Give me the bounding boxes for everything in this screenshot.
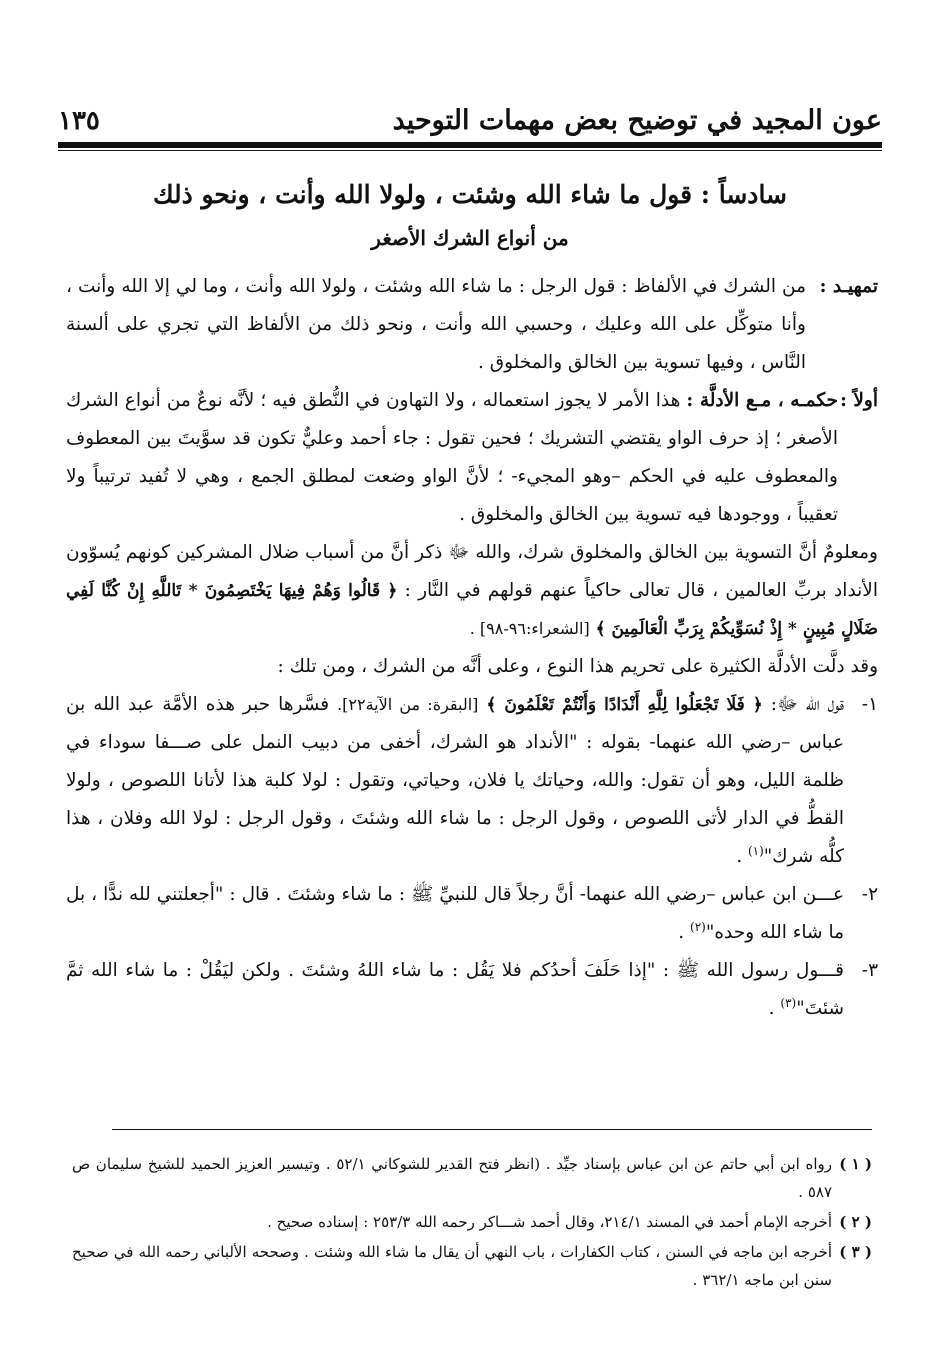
awwalan-paragraph [66,382,878,534]
footnote-marker[interactable]: (٣) [780,995,797,1010]
tamheed-label: تمهيـد : [819,276,878,297]
item-text [66,952,844,1028]
header-rule [58,142,882,151]
evidence-item [66,686,878,876]
book-title: عون المجيد في توضيح بعض مهمات التوحيد [392,105,882,136]
proof-paragraph [66,534,878,648]
tamheed-paragraph [66,268,878,382]
footnote-number: ( ١ ) [839,1155,872,1173]
quran-verse: ﴿ فَلَا تَجْعَلُوا لِلَّهِ أَنْدَادًا وَأَنْتُمْ تَعْلَمُونَ ﴾ [486,695,763,715]
quran-verse: ﴿ قَالُوا وَهُمْ فِيهَا يَخْتَصِمُونَ * تَاللَّهِ إِنْ كُنَّا لَفِي ضَلَالٍ مُبِينٍ * إِذْ نُسَوِّيكُمْ بِرَبِّ الْعَالَمِينَ ﴾ [66,581,878,639]
item-pre: قول الله ﷻ: [770,694,844,715]
body-text [66,268,878,1028]
awwalan-body [66,382,838,534]
verse-reference: [البقرة: من الآية٢٢]. [337,695,479,714]
item-number: ٢- [861,884,878,905]
section-subtitle: من أنواع الشرك الأصغر [371,226,569,250]
item-number: ١- [861,694,878,715]
footnote-number: ( ٣ ) [839,1243,872,1261]
running-header [58,88,882,136]
evidence-item [66,876,878,952]
verse-reference: [الشعراء:٩٦-٩٨] . [469,619,590,638]
item-text [66,686,844,876]
evidence-item [66,952,878,1028]
footnote-text: أخرجه ابن ماجه في السنن ، كتاب الكفارات ، باب النهي أن يقال ما شاء الله وشئت . وصححه الألباني رحمه الله في صحيح سنن ابن ماجه ٣٦٢/١ . [72,1243,832,1289]
item-body: قـــول رسول الله ﷺ : "إذا حَلَفَ أحدُكم فلا يَقُل : ما شاء اللهُ وشئتَ . ولكن ليَقُلْ : ما شاء الله ثمَّ شئتَ" [66,960,844,1019]
footnote [72,1238,872,1294]
page-number: ١٣٥ [58,106,100,136]
section-title: سادساً : قول ما شاء الله وشئت ، ولولا الله وأنت ، ونحو ذلك [152,180,788,209]
evidence-intro: وقد دلَّت الأدلَّة الكثيرة على تحريم هذا النوع ، وعلى أنَّه من الشرك ، ومن تلك : [277,656,878,677]
proof-text: ومعلومٌ أنَّ التسوية بين الخالق والمخلوق شرك، والله ﷻ ذكر أنَّ من أسباب ضلال المشركين كونهم يُسوّون الأنداد بربِّ العالمين ، قال تعالى حاكياً عنهم قولهم في النَّار : [66,542,878,601]
awwalan-text: هذا الأمر لا يجوز استعماله ، ولا التهاون في النُّطق فيه ؛ لأنَّه نوعٌ من أنواع الشرك الأصغر ؛ إذ حرف الواو يقتضي التشريك ؛ فحين تقول : جاء أحمد وعليٌّ تكون قد سوَّيتَ بين المعطوف والمعطوف عليه في الحكم –وهو المجيء- ؛ لأنَّ الواو وضعت لمطلق الجمع ، وهي لا تُفيد ترتيباً ولا تعقيباً ، ووجودها فيه تسوية بين الخالق والمخلوق . [66,390,838,525]
item-end: . [736,846,748,867]
item-number: ٣- [861,960,878,981]
awwalan-label: أولاً : [840,390,878,411]
item-end: . [768,998,781,1019]
footnote-marker[interactable]: (٢) [690,919,706,934]
item-body: فسَّرها حبر هذه الأمَّة عبد الله بن عباس –رضي الله عنهما- بقوله : "الأنداد هو الشرك، أخفى من دبيب النمل على صـــفا سوداء في ظلمة الليل، وهو أن تقول: والله، وحياتك يا فلان، وحياتي، وتقول : لولا كلبة هذا لأتانا اللصوص ، ولولا القطُّ في الدار لأتى اللصوص ، وقول الرجل : ما شاء الله وشئتَ ، وقول الرجل : لولا الله وفلان ، هذا كلُّه شرك" [66,694,844,867]
tamheed-text: من الشرك في الألفاظ : قول الرجل : ما شاء الله وشئت ، ولولا الله وأنت ، وما لي إلا الله وأنت ، وأنا متوكِّل على الله وعليك ، وحسبي الله وأنت ، ونحو ذلك من الألفاظ التي تجري على ألسنة النَّاس ، وفيها تسوية بين الخالق والمخلوق . [66,276,806,373]
footnote-rule [112,1129,872,1130]
footnote-marker[interactable]: (١) [747,843,764,858]
item-body: عـــن ابن عباس –رضي الله عنهما- أنَّ رجلاً قال للنبيِّ ﷺ : ما شاء وشئتَ . قال : "أجعلتني لله ندًّا ، بل ما شاء الله وحده" [66,884,844,943]
footnote [72,1208,872,1236]
footnotes [72,1150,872,1296]
footnote-text: أخرجه الإمام أحمد في المسند ٢١٤/١، وقال أحمد شـــاكر رحمه الله ٢٥٣/٣ : إسناده صحيح . [267,1213,832,1231]
footnote-number: ( ٢ ) [839,1213,872,1231]
footnote-text: رواه ابن أبي حاتم عن ابن عباس بإسناد جيِّد . (انظر فتح القدير للشوكاني ٥٢/١ . وتيسير العزيز الحميد للشيخ سليمان ص ٥٨٧ . [72,1155,833,1201]
footnote [72,1150,872,1206]
item-end: . [678,922,691,943]
item-text [66,876,844,952]
awwalan-lead: حكمـه ، مـع الأدلَّة : [686,390,838,411]
